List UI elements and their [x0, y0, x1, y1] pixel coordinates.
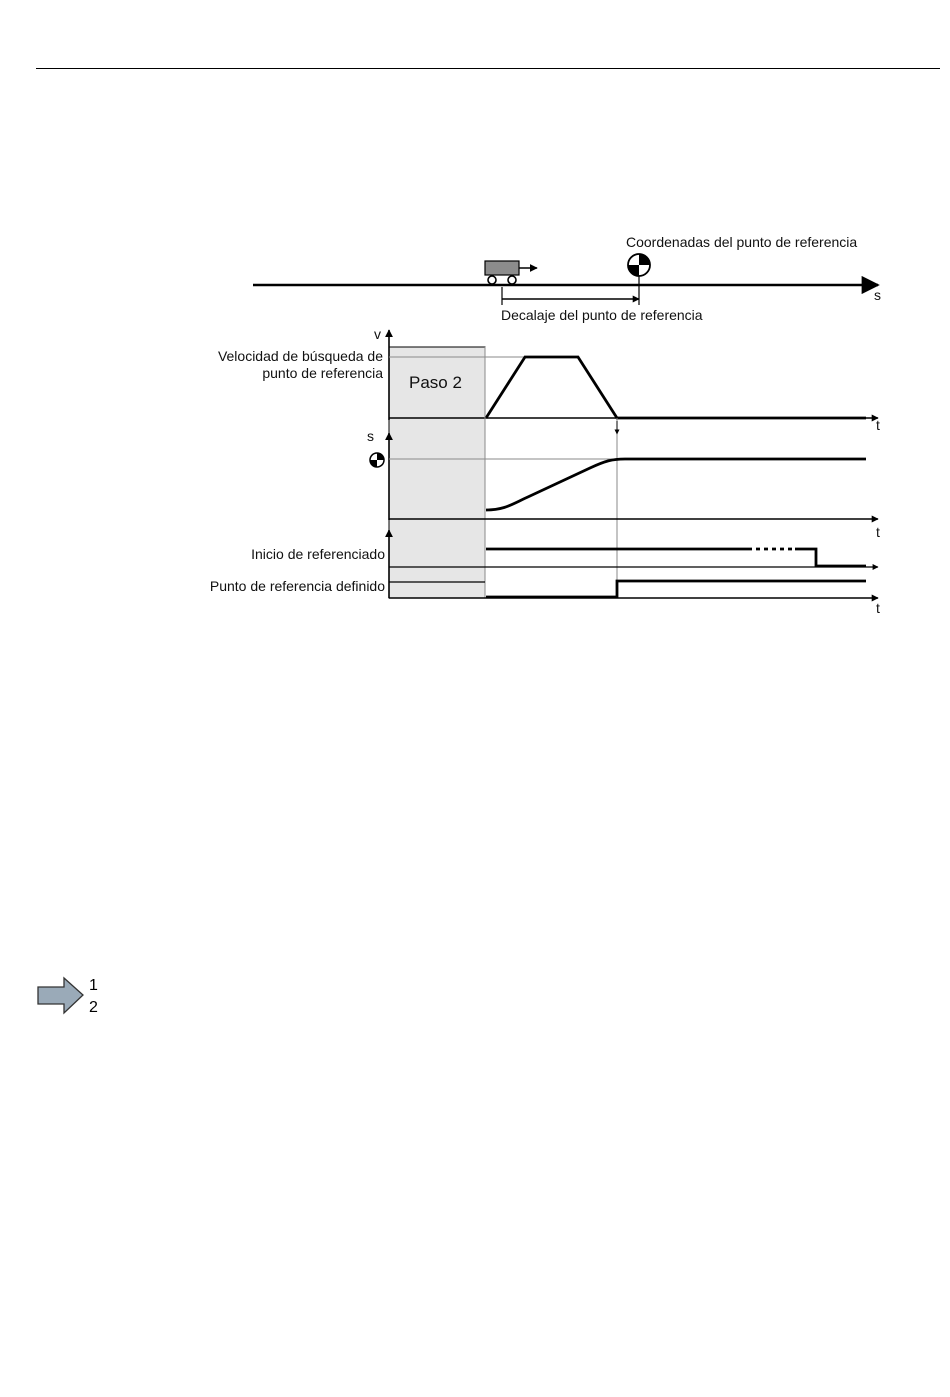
position-plot-axis-label: s [367, 428, 374, 444]
velocity-axis-label: v [374, 326, 381, 342]
position-profile [486, 459, 866, 510]
search-speed-label-line1: Velocidad de búsqueda de [217, 348, 383, 364]
step-number-2: 2 [89, 999, 98, 1016]
reference-mark-icon [628, 254, 650, 276]
offset-label: Decalaje del punto de referencia [501, 307, 703, 323]
step-number-1: 1 [89, 977, 98, 994]
reference-set-signal [486, 581, 866, 597]
reference-coordinates-label: Coordenadas del punto de referencia [626, 234, 858, 250]
position-time-label: t [876, 524, 880, 540]
homing-start-label: Inicio de referenciado [251, 546, 385, 562]
cart-icon [485, 261, 537, 284]
step-2-label: Paso 2 [409, 373, 462, 392]
reference-set-label: Punto de referencia definido [209, 578, 385, 594]
position-axis-label: s [874, 287, 881, 303]
signal-time-label: t [876, 600, 880, 616]
velocity-time-label: t [876, 417, 880, 433]
reference-mark-small-icon [370, 453, 384, 467]
step-sequence-arrow-icon [36, 975, 116, 1020]
search-speed-label-line2: punto de referencia [262, 365, 383, 381]
velocity-profile [486, 357, 866, 418]
